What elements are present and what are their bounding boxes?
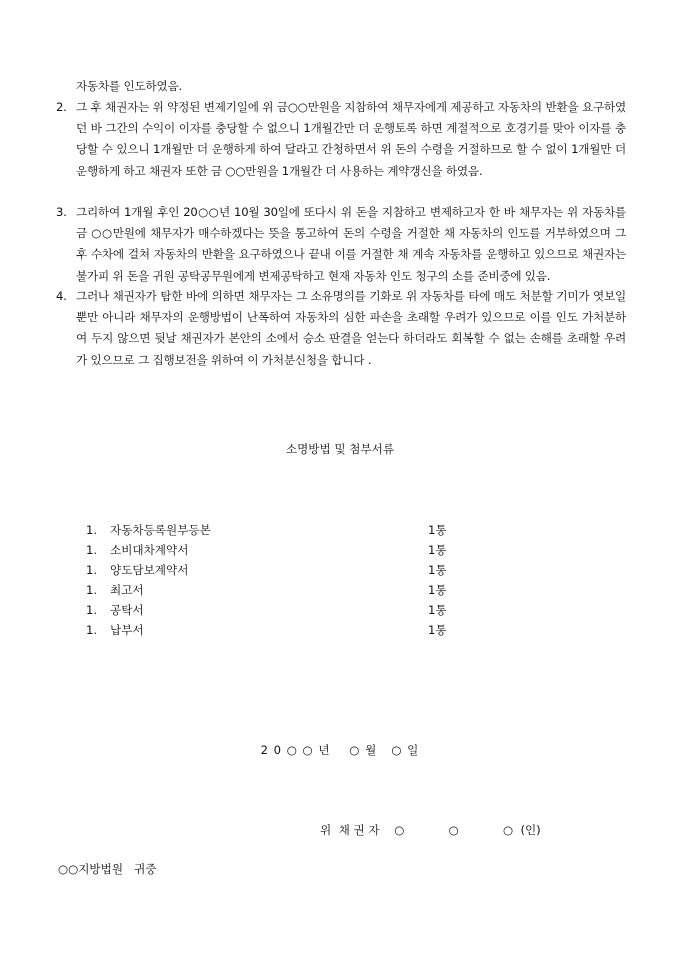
attachment-number: 1.	[86, 603, 98, 617]
attachment-list	[86, 520, 486, 640]
paragraph-number: 2.	[56, 100, 67, 114]
paragraph-number: 4.	[56, 289, 67, 303]
attachment-name: 납부서	[110, 623, 144, 637]
paragraph-text: 그 후 채권자는 위 약정된 변제기일에 위 금○○만원을 지참하여 채무자에게 제공하고 자동차의 반환을 요구하였던 바 그간의 수익이 이자를 충당할 수 없으니 1개월간만 더 운행토록 하면 계절적으로 호경기를 맞아 이자를 충당할 수 있으니 1개월만 더 운행하게 하여 달라고 간청하면서 위 돈의 수령을 거절하므로 할 수 없이 1개월만 더 운행하게 하고 채권자 또한 금 ○○만원을 1개월간 더 사용하는 계약갱신을 하였음.	[76, 100, 626, 178]
attachment-number: 1.	[86, 523, 98, 537]
section-heading: 소명방법 및 첨부서류	[285, 442, 395, 456]
attachment-number: 1.	[86, 563, 98, 577]
list-item	[86, 520, 486, 540]
paragraph-4	[56, 286, 626, 371]
attachment-count: 1통	[428, 623, 447, 637]
attachment-number: 1.	[86, 623, 98, 637]
attachment-name: 최고서	[110, 583, 144, 597]
list-item	[86, 580, 486, 600]
attachment-count: 1통	[428, 543, 447, 557]
attachment-name: 공탁서	[110, 603, 144, 617]
attachment-count: 1통	[428, 583, 447, 597]
creditor-signature-line: 위 채 권 자 ○ ○ ○ (인)	[320, 823, 541, 837]
attachment-count: 1통	[428, 603, 447, 617]
attachment-name: 소비대차계약서	[110, 543, 189, 557]
attachment-number: 1.	[86, 583, 98, 597]
paragraph-text: 그리하여 1개월 후인 20○○년 10월 30일에 또다시 위 돈을 지참하고 변제하고자 한 바 채무자는 위 자동차를 금 ○○만원에 채무자가 매수하겠다는 뜻을 통고하여 돈의 수령을 거절한 채 자동차의 인도를 거부하였으며 그 후 수차에 걸쳐 자동차의 반환을 요구하였으나 끝내 이를 거절한 채 계속 자동차를 운행하고 있으므로 채권자는 불가피 위 돈을 귀원 공탁공무원에게 변제공탁하고 현재 자동차 인도 청구의 소를 준비중에 있음.	[76, 205, 626, 283]
attachment-name: 양도담보계약서	[110, 563, 189, 577]
paragraph-2	[56, 97, 626, 182]
date-line: 2 0 ○ ○ 년 ○ 월 ○ 일	[260, 743, 420, 757]
list-item	[86, 620, 486, 640]
attachment-count: 1통	[428, 523, 447, 537]
court-addressee: ○○지방법원 귀중	[58, 862, 157, 876]
paragraph-number: 3.	[56, 205, 67, 219]
attachment-count: 1통	[428, 563, 447, 577]
intro-line: 자동차를 인도하였음.	[76, 79, 182, 93]
list-item	[86, 600, 486, 620]
attachment-name: 자동차등록원부등본	[110, 523, 211, 537]
list-item	[86, 560, 486, 580]
paragraph-text: 그러나 채권자가 탐한 바에 의하면 채무자는 그 소유명의를 기화로 위 자동차를 타에 매도 처분할 기미가 엿보일 뿐만 아니라 채무자의 운행방법이 난폭하여 자동차의 심한 파손을 초래할 우려가 있으므로 이를 인도 가처분하여 두지 않으면 뒷날 채권자가 본안의 소에서 승소 판결을 얻는다 하더라도 회복할 수 없는 손해를 초래할 우려가 있으므로 그 집행보전을 위하여 이 가처분신청을 합니다 .	[76, 289, 626, 367]
attachment-number: 1.	[86, 543, 98, 557]
paragraph-3	[56, 202, 626, 287]
list-item	[86, 540, 486, 560]
